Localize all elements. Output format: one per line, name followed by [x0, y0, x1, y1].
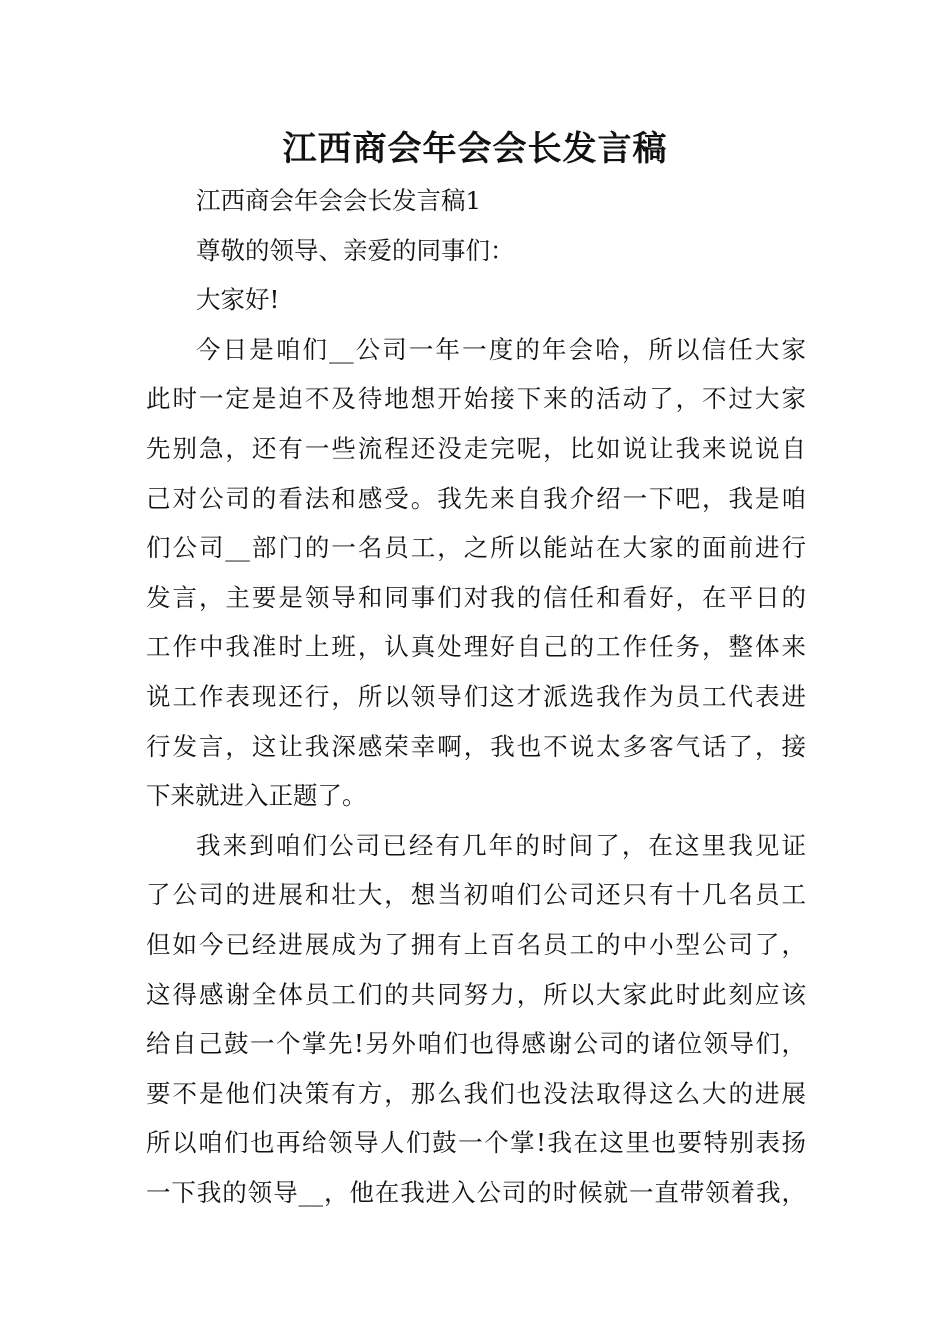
paragraph-line: 我来到咱们公司已经有几年的时间了，在这里我见证 — [196, 830, 806, 860]
document-body — [146, 176, 806, 1217]
paragraph-line: 行发言，这让我深感荣幸啊，我也不说太多客气话了，接 — [146, 731, 806, 761]
paragraph-line: 这得感谢全体员工们的共同努力，所以大家此时此刻应该 — [146, 979, 806, 1009]
paragraph-line: 先别急，还有一些流程还没走完呢，比如说让我来说说自 — [146, 433, 806, 463]
document-title: 江西商会年会会长发言稿 — [282, 129, 668, 169]
paragraph-line: 己对公司的看法和感受。我先来自我介绍一下吧，我是咱 — [146, 483, 806, 513]
salutation: 尊敬的领导、亲爱的同事们： — [196, 235, 515, 265]
paragraph-line: 此时一定是迫不及待地想开始接下来的活动了，不过大家 — [146, 384, 806, 414]
paragraph-line: 们公司__部门的一名员工，之所以能站在大家的面前进行 — [146, 533, 806, 563]
paragraph-line: 工作中我准时上班，认真处理好自己的工作任务，整体来 — [146, 632, 806, 662]
paragraph-line: 一下我的领导__，他在我进入公司的时候就一直带领着我， — [146, 1177, 806, 1207]
paragraph-2 — [146, 821, 806, 1218]
paragraph-line: 但如今已经进展成为了拥有上百名员工的中小型公司了， — [146, 929, 806, 959]
paragraph-1 — [146, 325, 806, 821]
paragraph-line: 给自己鼓一个掌先!另外咱们也得感谢公司的诸位领导们， — [146, 1029, 806, 1059]
subtitle: 江西商会年会会长发言稿1 — [196, 186, 482, 215]
paragraph-line: 了公司的进展和壮大，想当初咱们公司还只有十几名员工 — [146, 880, 806, 910]
paragraph-line: 说工作表现还行，所以领导们这才派选我作为员工代表进 — [146, 681, 806, 711]
paragraph-line: 要不是他们决策有方，那么我们也没法取得这么大的进展 — [146, 1078, 806, 1108]
paragraph-line: 所以咱们也再给领导人们鼓一个掌!我在这里也要特别表扬 — [146, 1128, 806, 1158]
greeting: 大家好! — [196, 285, 280, 315]
paragraph-line: 发言，主要是领导和同事们对我的信任和看好，在平日的 — [146, 582, 806, 612]
paragraph-line: 下来就进入正题了。 — [146, 781, 367, 811]
paragraph-line: 今日是咱们__公司一年一度的年会哈，所以信任大家 — [196, 334, 806, 364]
